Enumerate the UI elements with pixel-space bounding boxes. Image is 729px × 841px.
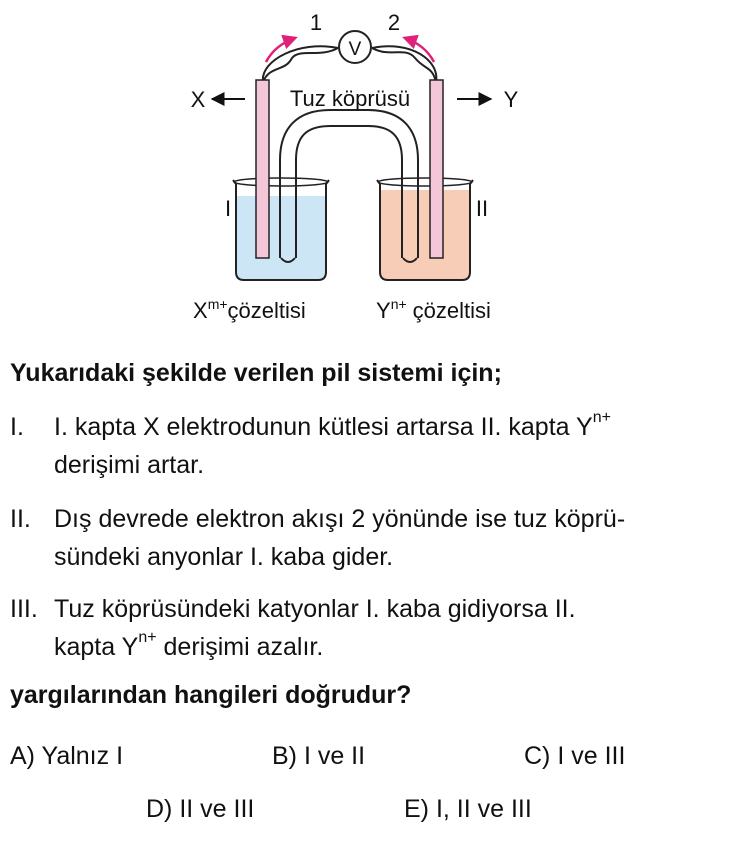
magenta-arrow-1-icon [266,38,295,62]
beaker-right-label: II [475,196,489,221]
salt-bridge-label: Tuz köprüsü [289,86,411,111]
statement-2 [10,500,720,580]
right-beaker-rim [378,178,472,186]
electrode-y-label: Y [503,87,519,112]
statement-3-number: III. [10,595,38,623]
electrode-x [256,80,269,258]
electrode-x-label: X [190,87,206,112]
direction-label-1: 1 [309,10,323,35]
statement-1 [10,408,720,488]
statement-1-number: I. [10,413,24,441]
direction-label-2: 2 [387,10,401,35]
beaker-left-label: I [224,196,232,221]
right-solution [380,190,470,280]
statement-3-text: Tuz köprüsündeki katyonlar I. kaba gidiyorsa II. kapta $Y^{n+}$ derişimi azalır. [54,595,576,661]
right-solution-label: $Y^{n+}$ çözeltisi [376,296,491,323]
statement-1-text: I. kapta X elektrodunun kütlesi artarsa II. kapta $Y^{n+}$ derişimi artar. [54,408,611,479]
statement-3 [10,590,720,670]
electrode-y [430,80,443,258]
statement-2-number: II. [10,505,31,533]
option-a[interactable]: A) Yalnız I [10,742,124,770]
left-solution-label: $X^{m+}çözeltisi$ [193,296,306,323]
question-prompt: yargılarından hangileri doğrudur? [10,681,412,709]
option-c[interactable]: C) I ve III [524,742,626,770]
voltmeter-label: V [348,39,362,60]
option-e[interactable]: E) I, II ve III [404,795,532,823]
electrochemical-cell-diagram [0,0,729,340]
question-title: Yukarıdaki şekilde verilen pil sistemi için; [10,359,502,387]
option-d[interactable]: D) II ve III [146,795,255,823]
statement-2-text: Dış devrede elektron akışı 2 yönünde ise tuz köprü- sündeki anyonlar I. kaba gider. [54,505,626,571]
option-b[interactable]: B) I ve II [272,742,366,770]
